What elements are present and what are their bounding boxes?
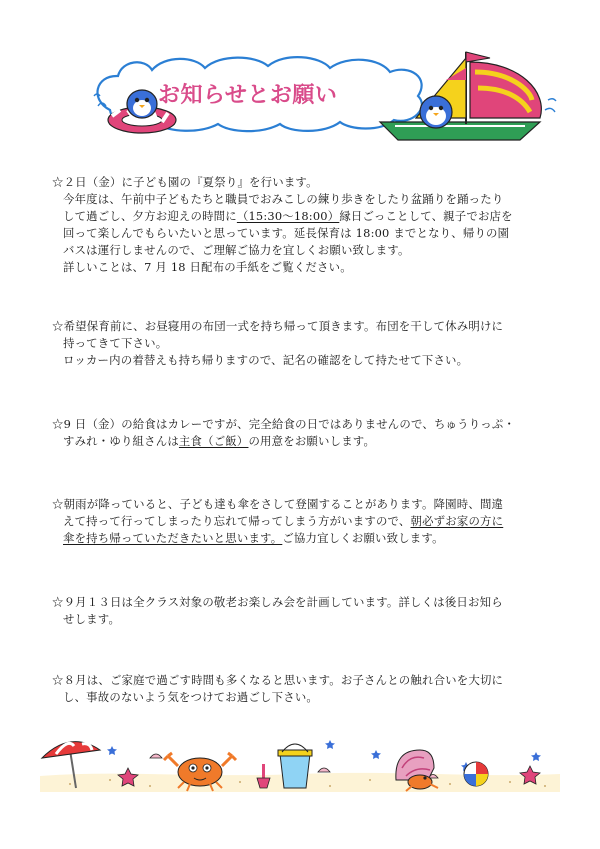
page-title: お知らせとお願い: [158, 83, 338, 108]
notice-line: ロッカー内の着替えも持ち帰りますので、記名の確認をして持たせて下さい。: [63, 353, 469, 367]
bucket-icon: [278, 744, 312, 788]
notice-line: 回って楽しんでもらいたいと思っています。延長保育は 18:00 までとなり、帰りの園: [63, 226, 510, 240]
notice-line: ☆９月１３日は全クラス対象の敬老お楽しみ会を計画しています。詳しくは後日お知ら: [52, 595, 503, 609]
notice-line: えて持って行ってしまったり忘れて帰ってしまう方がいますので、朝必ずお家の方に: [63, 514, 504, 528]
notice-line: すみれ・ゆり組さんは主食（ご飯）の用意をお願いします。: [63, 434, 376, 448]
notice-line: ☆８月は、ご家庭で過ごす時間も多くなると思います。お子さんとの触れ合いを大切に: [52, 673, 504, 687]
notice-line: ☆朝雨が降っていると、子ども達も傘をさして登園することがあります。降園時、間違: [52, 497, 504, 511]
beach-ball-icon: [464, 762, 488, 786]
notice-line: 傘を持ち帰っていただきたいと思います。ご協力宜しくお願い致します。: [63, 531, 444, 545]
notice-line: 詳しいことは、7 月 18 日配布の手紙をご覧ください。: [63, 260, 352, 274]
notice-umbrella: [52, 496, 562, 547]
underlined-request: 傘を持ち帰っていただきたいと思います。: [63, 531, 283, 545]
notice-futon: [52, 318, 562, 369]
underlined-staple-food: 主食（ご飯）: [178, 434, 249, 448]
notice-line: ☆希望保育前に、お昼寝用の布団一式を持ち帰って頂きます。布団を干して休み明けに: [52, 319, 504, 333]
beach-footer: [0, 728, 600, 828]
notice-line: し、事故のないよう気をつけてお過ごし下さい。: [63, 690, 318, 704]
notice-line: 今年度は、午前中子どもたちと職員でおみこしの練り歩きをしたり盆踊りを踊ったり: [63, 192, 504, 206]
notice-august: [52, 672, 562, 706]
notice-line: ☆9 日（金）の給食はカレーですが、完全給食の日ではありませんので、ちゅうりっぷ・: [52, 417, 516, 431]
notice-respect-aged: [52, 594, 562, 628]
beach-illustration: [0, 728, 600, 828]
notice-line: バスは運行しませんので、ご理解ご協力を宜しくお願い致します。: [63, 243, 410, 257]
notice-line: して過ごし、夕方お迎えの時間に（15:30～18:00）縁日ごっことして、親子でお店を: [63, 209, 513, 223]
notice-line: せします。: [63, 612, 121, 626]
underlined-request: 朝必ずお家の方に: [410, 514, 504, 528]
header-illustration: [0, 0, 600, 150]
header-banner: [0, 0, 600, 150]
underlined-time: （15:30～18:00）: [236, 209, 340, 223]
notice-line: ☆２日（金）に子ども園の『夏祭り』を行います。: [52, 175, 318, 189]
notice-summer-festival: [52, 174, 562, 276]
notice-lunch: [52, 416, 562, 450]
notice-line: 持ってきて下さい。: [63, 336, 168, 350]
